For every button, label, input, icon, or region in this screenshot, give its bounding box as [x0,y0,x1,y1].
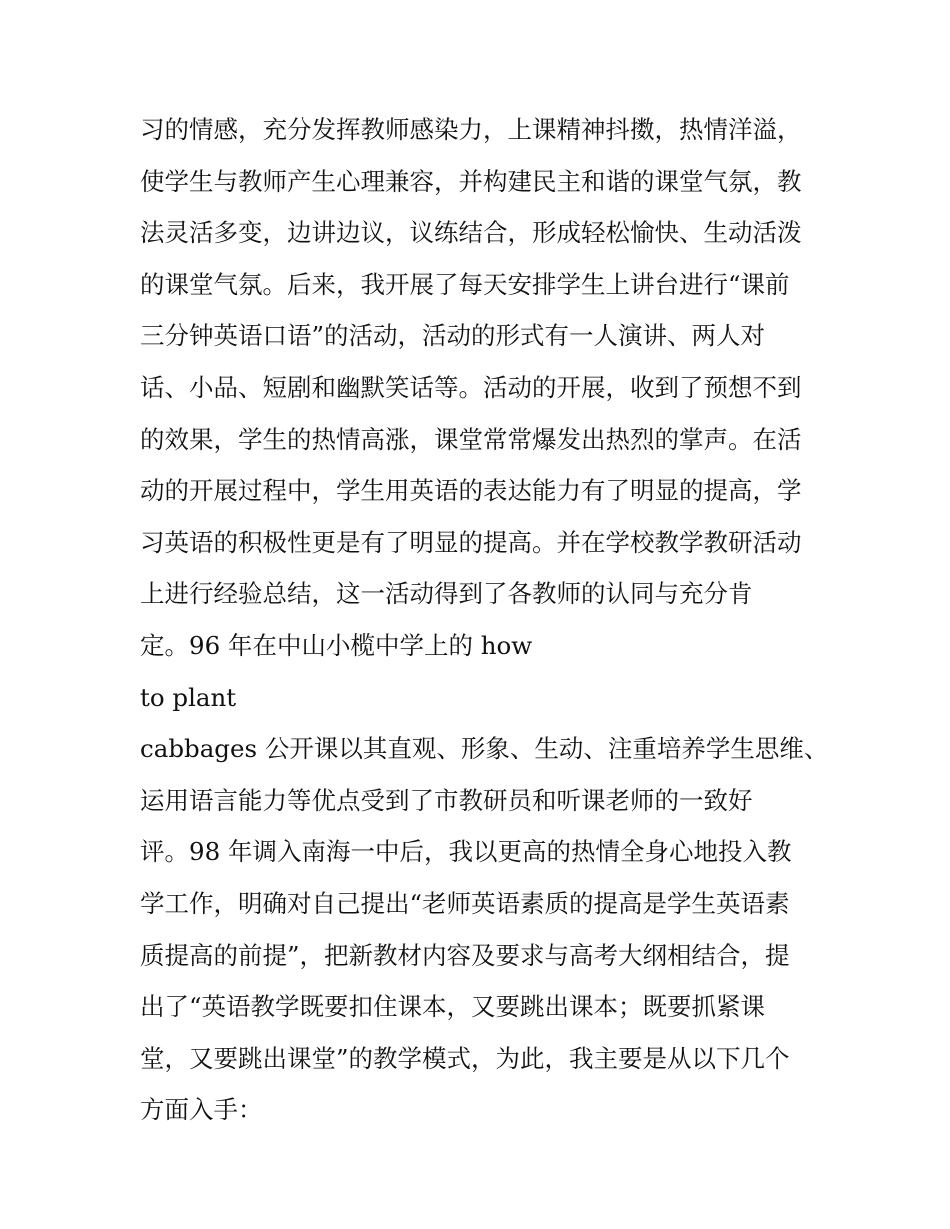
text-line: 质提高的前提”，把新教材内容及要求与高考大纲相结合，提 [140,940,790,970]
text-line: 话、小品、短剧和幽默笑话等。活动的开展，收到了预想不到 [140,372,802,402]
text-line: cabbages 公开课以其直观、形象、生动、注重培养学生思维、 [140,734,829,764]
text-line: 学工作，明确对自己提出“老师英语素质的提高是学生英语素 [140,888,790,918]
text-line: 出了“英语教学既要扣住课本，又要跳出课本；既要抓紧课 [140,992,766,1022]
text-line: 的效果，学生的热情高涨，课堂常常爆发出热烈的掌声。在活 [140,424,802,454]
text-line: 堂，又要跳出课堂”的教学模式，为此，我主要是从以下几个 [140,1043,790,1073]
text-line: 定。96 年在中山小榄中学上的 how [140,630,533,660]
body-text [140,111,830,1143]
text-line: 上进行经验总结，这一活动得到了各教师的认同与充分肯 [140,579,753,609]
text-line: 三分钟英语口语”的活动，活动的形式有一人演讲、两人对 [140,321,766,351]
text-line: 习的情感，充分发挥教师感染力，上课精神抖擞，热情洋溢， [140,115,802,144]
text-line: 方面入手： [140,1095,263,1125]
text-line: 评。98 年调入南海一中后，我以更高的热情全身心地投入教 [140,837,792,867]
text-line: 的课堂气氛。后来，我开展了每天安排学生上讲台进行“课前 [140,269,790,299]
text-line: 使学生与教师产生心理兼容，并构建民主和谐的课堂气氛，教 [140,166,802,196]
text-line: 运用语言能力等优点受到了市教研员和听课老师的一致好 [140,785,753,815]
text-line: to plant [140,682,237,712]
text-line: 习英语的积极性更是有了明显的提高。并在学校教学教研活动 [140,527,802,557]
text-line: 法灵活多变，边讲边议，议练结合，形成轻松愉快、生动活泼 [140,218,802,248]
text-line: 动的开展过程中，学生用英语的表达能力有了明显的提高，学 [140,476,802,506]
